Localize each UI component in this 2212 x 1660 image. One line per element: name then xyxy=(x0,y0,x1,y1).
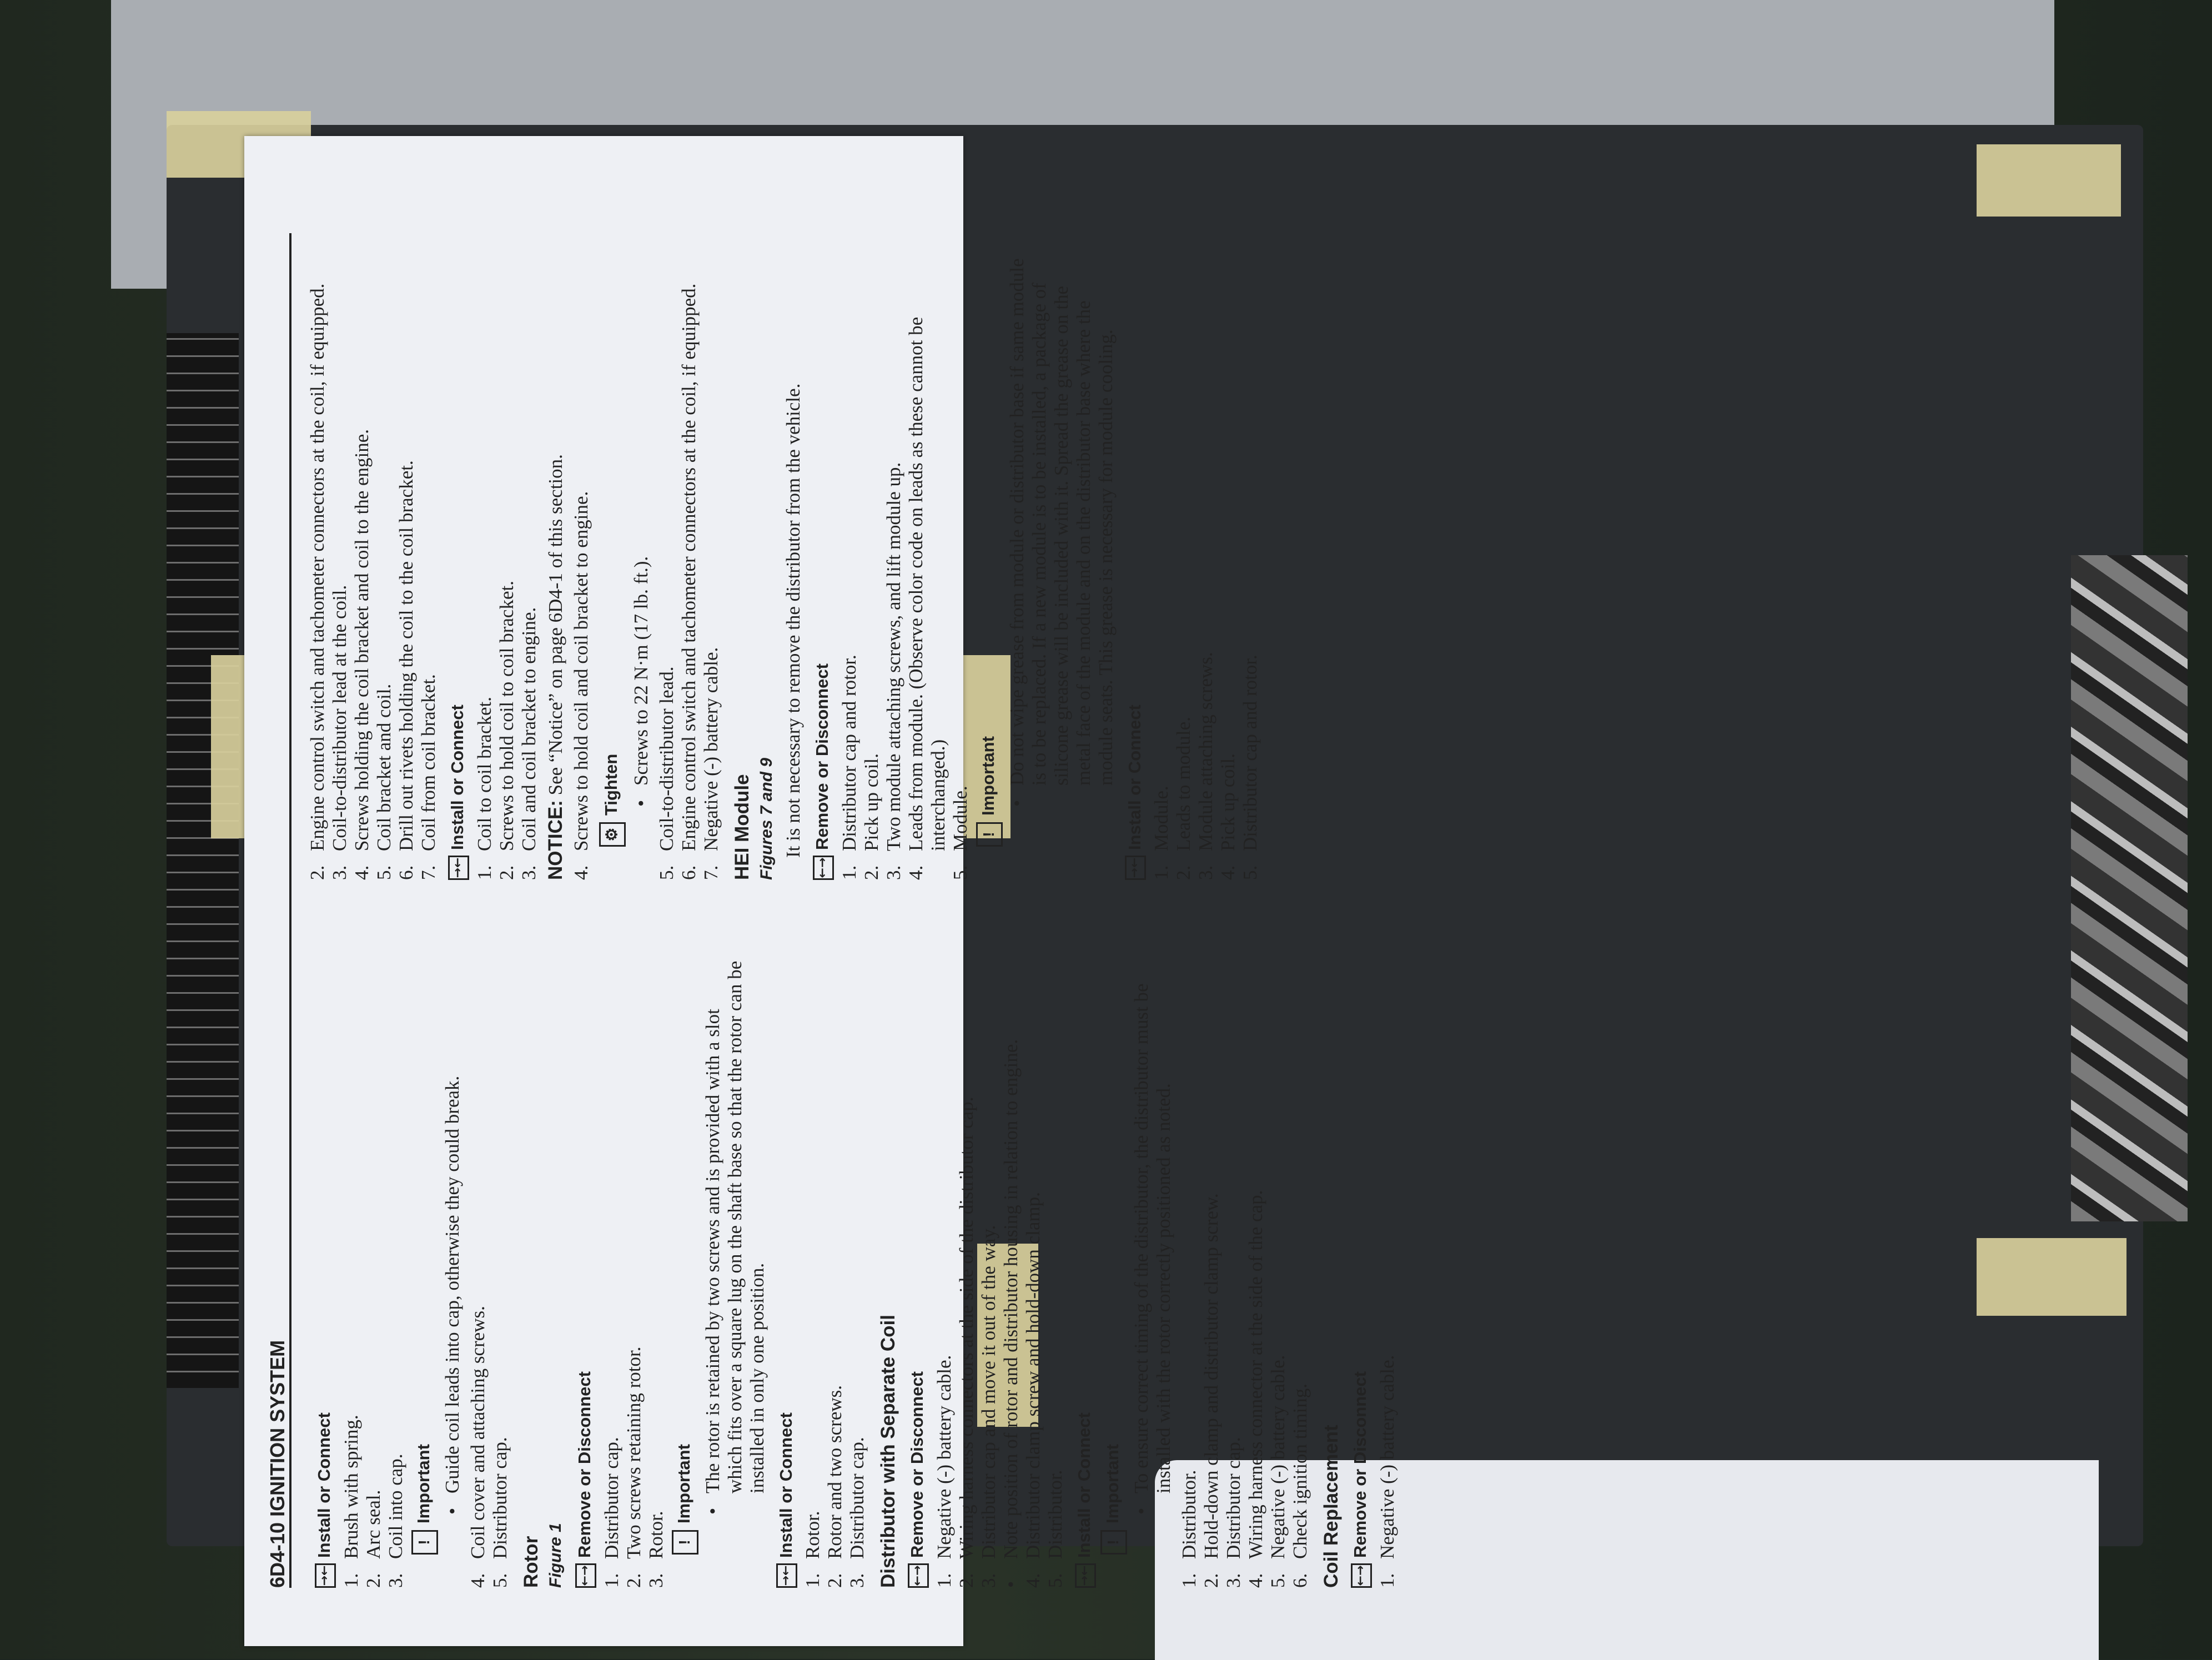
list-item: 6. Drill out rivets holding the coil to the coil bracket. xyxy=(395,460,417,880)
list-item: 2. Leads to module. xyxy=(1173,716,1195,880)
list-item: 7. Coil from coil bracket. xyxy=(418,674,439,880)
distributor-heading: Distributor with Separate Coil xyxy=(877,1315,899,1588)
list-item: 1. Module. xyxy=(1150,786,1173,880)
list-item: 1. Distributor cap and rotor. xyxy=(838,655,860,880)
coil-heading: Coil Replacement xyxy=(1320,1425,1343,1588)
tape-piece xyxy=(1977,1238,2126,1316)
list-item: 3. Coil-to-distributor lead at the coil. xyxy=(329,585,350,880)
rotor-heading: Rotor xyxy=(520,1536,542,1588)
list-item: 5. Negative (-) battery cable. xyxy=(1267,1355,1289,1588)
install-heading: →←Install or Connect xyxy=(775,958,798,1588)
list-item: 3. Distributor cap. xyxy=(846,1437,868,1588)
list-item: 3. Module attaching screws. xyxy=(1195,652,1217,880)
exclamation-icon: ! xyxy=(672,1530,698,1555)
remove-heading: ←→Remove or Disconnect xyxy=(1349,958,1372,1588)
list-item: 7. Negative (-) battery cable. xyxy=(700,647,722,880)
list-item: 5. Distributor cap. xyxy=(489,1437,511,1588)
list-item: 1. Coil to coil bracket. xyxy=(473,697,495,880)
remove-list xyxy=(1376,958,1399,1588)
list-item: 1. Distributor cap. xyxy=(600,1437,622,1588)
list-item: 2. Engine control switch and tachometer connectors at the coil, if equipped. xyxy=(306,283,328,880)
figure-ref: Figure 1 xyxy=(546,1523,565,1588)
list-item: 5. Module. xyxy=(949,786,971,880)
textured-edge xyxy=(2071,555,2188,1221)
exclamation-icon: ! xyxy=(411,1530,438,1555)
install-heading: →←Install or Connect xyxy=(313,958,336,1588)
install-arrows-icon: →← xyxy=(448,856,469,880)
header-title: 6D4-10 IGNITION SYSTEM xyxy=(266,1340,289,1588)
remove-arrows-icon: ←→ xyxy=(813,856,834,880)
page-content xyxy=(244,136,1398,1646)
remove-heading: ←→Remove or Disconnect xyxy=(811,250,834,880)
list-item: 2. Screws to hold coil to coil bracket. xyxy=(495,581,517,880)
tape-piece xyxy=(1977,144,2121,217)
hei-heading: HEI Module xyxy=(731,774,753,880)
list-item: 1. Distributor. xyxy=(1178,1470,1200,1588)
page-header xyxy=(267,233,291,1588)
install-arrows-icon: →← xyxy=(1125,856,1146,880)
hei-intro: It is not necessary to remove the distributor from the vehicle. xyxy=(782,383,804,858)
install-list xyxy=(656,250,722,880)
remove-arrows-icon: ←→ xyxy=(908,1563,929,1588)
install-arrows-icon: →← xyxy=(315,1563,336,1588)
install-heading: →←Install or Connect xyxy=(1073,958,1096,1588)
list-item: 3. Distributor cap and move it out of the way. xyxy=(978,1225,1000,1588)
list-item: 6. Engine control switch and tachometer connectors at the coil, if equipped. xyxy=(677,283,700,880)
list-item: • Note position of rotor and distributor housing in relation to engine. xyxy=(1000,1039,1022,1588)
important-note: !Important •Do not wipe grease from module or distributor base if same module is to be replaced. If a new module is to be installed, a package of silicone grease will be included with it. Spread the grease on the metal face of the module and on the distributor base where the module seats. This grease is necessary for module cooling. xyxy=(976,250,1117,847)
list-item: 3. Coil into cap. xyxy=(384,1453,406,1588)
list-item: 4. Coil cover and attaching screws. xyxy=(466,1306,489,1588)
list-item: 4. Leads from module. (Observe color code on leads as these cannot be interchanged.) xyxy=(904,316,949,880)
list-item: 6. Check ignition timing. xyxy=(1289,1384,1311,1588)
install-list xyxy=(1178,958,1311,1588)
list-item: 4. Screws holding the coil bracket and coil to the engine. xyxy=(351,429,373,880)
install-arrows-icon: →← xyxy=(1075,1563,1096,1588)
install-list xyxy=(802,958,868,1588)
list-item: 2. Arc seal. xyxy=(362,1490,384,1588)
list-item: 1. Brush with spring. xyxy=(340,1415,362,1588)
list-item: 5. Distributor cap and rotor. xyxy=(1239,655,1261,880)
list-item: 3. Two module attaching screws, and lift module up. xyxy=(882,462,904,880)
tighten-note: ⚙Tighten •Screws to 22 N·m (17 lb. ft.). xyxy=(599,250,652,847)
manual-page xyxy=(244,136,1398,1646)
install-list xyxy=(474,250,540,880)
important-note: !Important •The rotor is retained by two screws and is provided with a slot which fits over a square lug on the shaft base so that the rotor can be installed in only one position. xyxy=(672,958,768,1555)
figure-ref: Figures 7 and 9 xyxy=(757,757,776,880)
list-item: 4. Wiring harness connector at the side of the cap. xyxy=(1245,1190,1267,1588)
remove-heading: ←→Remove or Disconnect xyxy=(574,958,596,1588)
install-list xyxy=(467,958,511,1588)
list-item: 2. Two screws retaining rotor. xyxy=(622,1346,645,1588)
exclamation-icon: ! xyxy=(1100,1530,1127,1555)
column-right xyxy=(306,250,1261,880)
list-item: 4. Screws to hold coil and coil bracket to engine. xyxy=(570,491,592,880)
list-item: 1. Negative (-) battery cable. xyxy=(1376,1355,1398,1588)
remove-heading: ←→Remove or Disconnect xyxy=(906,958,929,1588)
list-item: 5. Coil-to-distributor lead. xyxy=(655,666,677,880)
list-item: 3. Coil and coil bracket to engine. xyxy=(517,607,540,880)
list-item: 5. Distributor. xyxy=(1044,1470,1067,1588)
list-item: 1. Rotor. xyxy=(802,1511,824,1588)
wrench-icon: ⚙ xyxy=(599,822,626,847)
list-item: 2. Rotor and two screws. xyxy=(824,1385,846,1588)
remove-arrows-icon: ←→ xyxy=(575,1563,596,1588)
ruler-strip xyxy=(167,333,239,1388)
remove-list xyxy=(306,250,440,880)
list-item: 3. Distributor cap. xyxy=(1223,1437,1245,1588)
remove-arrows-icon: ←→ xyxy=(1351,1563,1372,1588)
list-item: 2. Wiring harness connectors at the side of the distributor cap. xyxy=(956,1096,978,1588)
list-item: 4. Distributor clamp screw and hold-down clamp. xyxy=(1022,1192,1044,1588)
install-heading: →←Install or Connect xyxy=(446,250,469,880)
exclamation-icon: ! xyxy=(976,822,1003,847)
notice-text: NOTICE: See “Notice” on page 6D4-1 of this section. xyxy=(544,454,566,880)
remove-list xyxy=(933,958,1067,1588)
list-item: 2. Pick up coil. xyxy=(860,753,882,880)
list-item: 2. Hold-down clamp and distributor clamp screw. xyxy=(1200,1193,1223,1588)
column-left xyxy=(306,958,1399,1588)
list-item: 4. Pick up coil. xyxy=(1217,753,1239,880)
install-list xyxy=(340,958,407,1588)
install-list xyxy=(1150,250,1261,880)
important-note: !Important •Guide coil leads into cap, otherwise they could break. xyxy=(411,958,464,1555)
remove-list xyxy=(838,250,972,880)
list-item: 3. Rotor. xyxy=(645,1511,667,1588)
install-heading: →←Install or Connect xyxy=(1124,250,1147,880)
install-list xyxy=(570,250,592,880)
remove-list xyxy=(601,958,667,1588)
list-item: 1. Negative (-) battery cable. xyxy=(933,1355,956,1588)
important-note: !Important •To ensure correct timing of the distributor, the distributor must be installed with the rotor correctly positioned as noted. xyxy=(1100,958,1175,1555)
install-arrows-icon: →← xyxy=(776,1563,797,1588)
list-item: 5. Coil bracket and coil. xyxy=(373,683,395,880)
